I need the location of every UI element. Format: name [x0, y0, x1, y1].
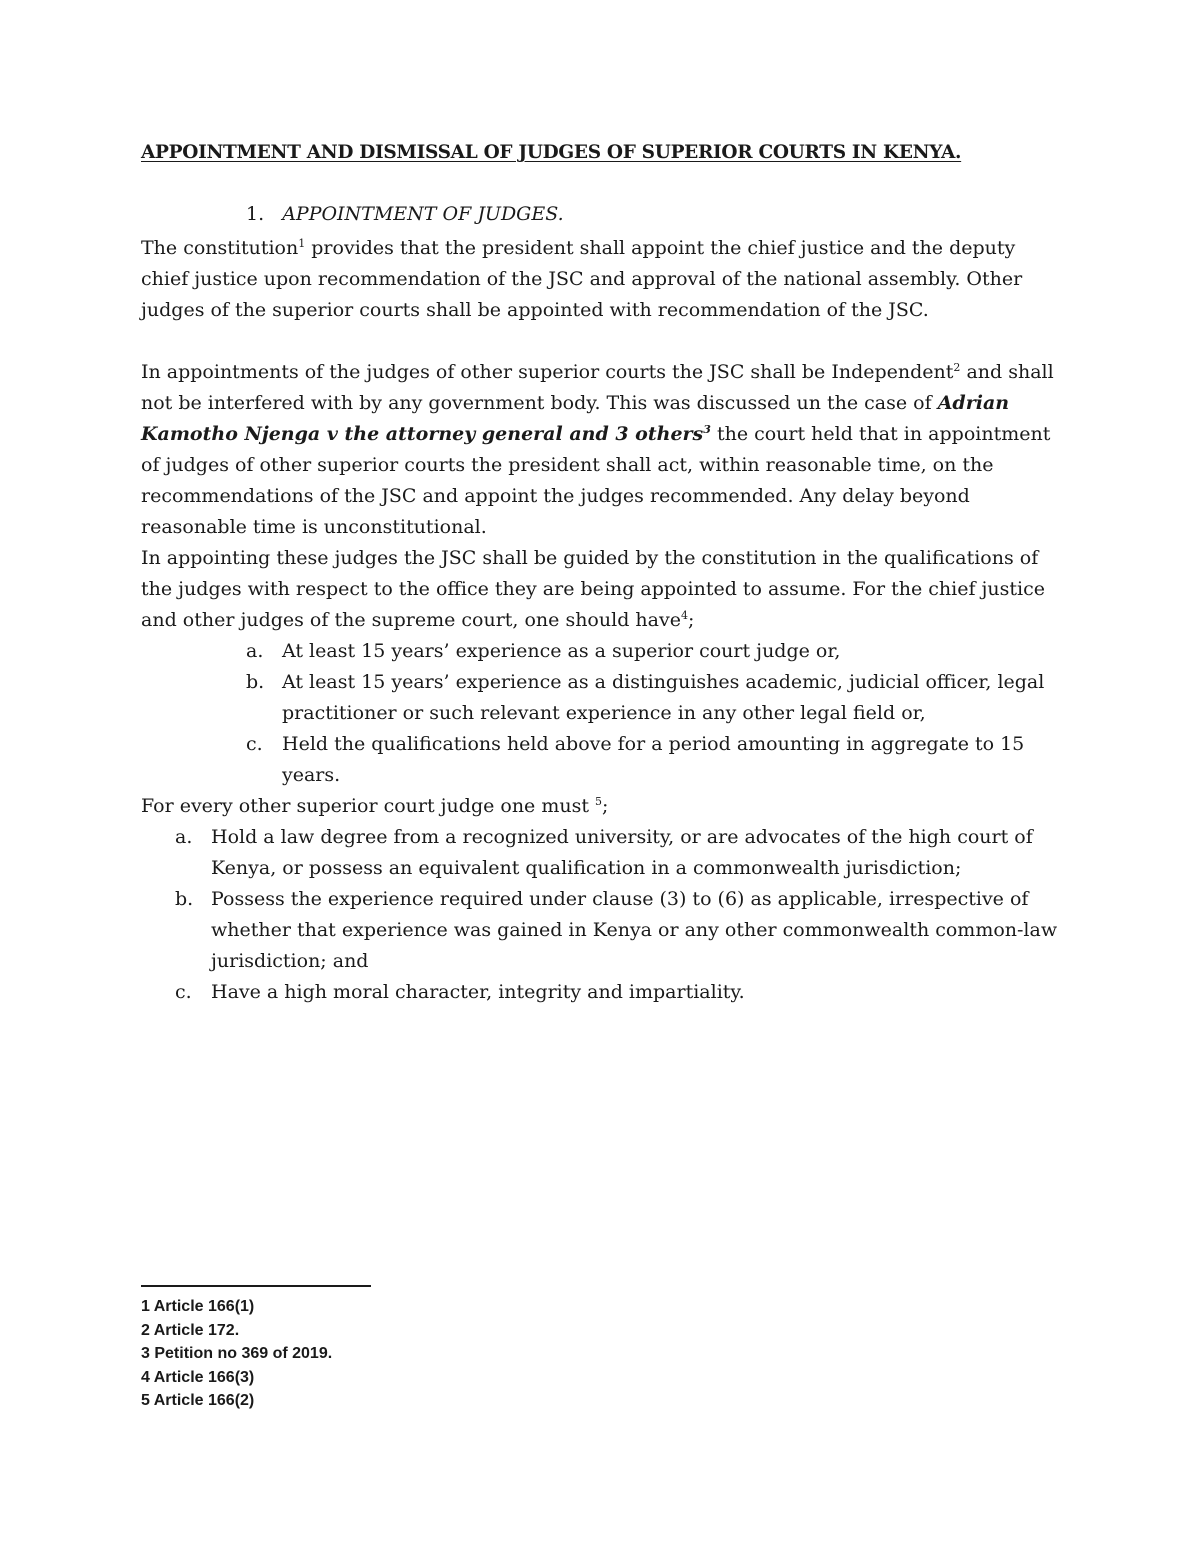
list-item-text: At least 15 years’ experience as a superior court judge or,	[282, 640, 841, 662]
paragraph-3-text-a: In appointing these judges the JSC shall be guided by the constitution in the qualifications of the judges with respect to the office they are being appointed to assume. For the chief justice and other judges of the supreme court, one should have	[141, 547, 1046, 631]
paragraph-4-text-b: ;	[602, 795, 609, 817]
footnote-ref-2: 2	[953, 361, 961, 374]
paragraph-1	[141, 233, 1061, 326]
paragraph-4	[141, 791, 1061, 822]
list-marker: c.	[246, 733, 263, 755]
list-item	[246, 729, 1061, 791]
list-item	[175, 822, 1061, 884]
document-body	[141, 233, 1061, 1008]
list-item	[246, 667, 1061, 729]
supreme-court-qualifications-list	[141, 636, 1061, 791]
paragraph-gap	[141, 326, 1061, 357]
section-heading	[246, 203, 564, 225]
list-marker: b.	[175, 888, 194, 910]
footnote-2: 2 Article 172.	[141, 1321, 240, 1339]
list-marker: c.	[175, 981, 192, 1003]
list-marker: a.	[246, 640, 264, 662]
paragraph-1-text-a: The constitution	[141, 237, 299, 259]
footnote-ref-1: 1	[298, 237, 306, 250]
footnote-separator	[141, 1285, 371, 1287]
paragraph-3	[141, 543, 1061, 636]
paragraph-2-text-a: In appointments of the judges of other superior courts the JSC shall be Independent	[141, 361, 954, 383]
section-number: 1.	[246, 203, 265, 225]
footnote-4: 4 Article 166(3)	[141, 1368, 255, 1386]
list-item-text: At least 15 years’ experience as a distinguishes academic, judicial officer, legal practitioner or such relevant experience in any other legal field or,	[282, 671, 1045, 724]
footnote-ref-3: 3	[703, 423, 711, 436]
list-item	[175, 884, 1061, 977]
paragraph-3-text-b: ;	[687, 609, 695, 631]
paragraph-2	[141, 357, 1061, 543]
footnote-5: 5 Article 166(2)	[141, 1392, 255, 1409]
list-marker: a.	[175, 826, 193, 848]
paragraph-1-text-b: provides that the president shall appoint the chief justice and the deputy chief justice upon recommendation of the JSC and approval of the national assembly. Other judges of the superior courts shall be appointed with recommendation of the JSC.	[141, 237, 1023, 321]
list-item-text: Hold a law degree from a recognized university, or are advocates of the high court of Kenya, or possess an equivalent qualification in a commonwealth jurisdiction;	[211, 826, 1033, 879]
list-item-text: Possess the experience required under clause (3) to (6) as applicable, irrespective of whether that experience was gained in Kenya or any other commonwealth common-law jurisdiction; and	[211, 888, 1058, 972]
paragraph-2-text-b: and shall not be interfered with by any government body. This was discussed un the case of	[141, 361, 1054, 414]
footnote-ref-4: 4	[680, 609, 688, 622]
footnote-3: 3 Petition no 369 of 2019.	[141, 1345, 333, 1362]
document-title: APPOINTMENT AND DISMISSAL OF JUDGES OF SUPERIOR COURTS IN KENYA.	[141, 142, 962, 163]
paragraph-2-text-c: the court held that in appointment of judges of other superior courts the president shall act, within reasonable time, on the recommendations of the JSC and appoint the judges recommended. Any delay beyond reasonable time is unconstitutional.	[141, 423, 1051, 538]
footnote-1: 1 Article 166(1)	[141, 1298, 255, 1315]
footnote-ref-5: 5	[595, 795, 603, 808]
list-marker: b.	[246, 671, 265, 693]
case-citation: Adrian Kamotho Njenga v the attorney general and 3 others	[141, 392, 1010, 445]
list-item-text: Held the qualifications held above for a period amounting in aggregate to 15 years.	[282, 733, 1025, 786]
paragraph-4-text-a: For every other superior court judge one must	[141, 795, 596, 817]
superior-court-qualifications-list	[141, 822, 1061, 1008]
footnotes	[141, 1295, 332, 1413]
list-item	[175, 977, 1061, 1008]
section-heading-text: APPOINTMENT OF JUDGES.	[282, 203, 564, 225]
list-item-text: Have a high moral character, integrity and impartiality.	[211, 981, 745, 1003]
list-item	[246, 636, 1061, 667]
